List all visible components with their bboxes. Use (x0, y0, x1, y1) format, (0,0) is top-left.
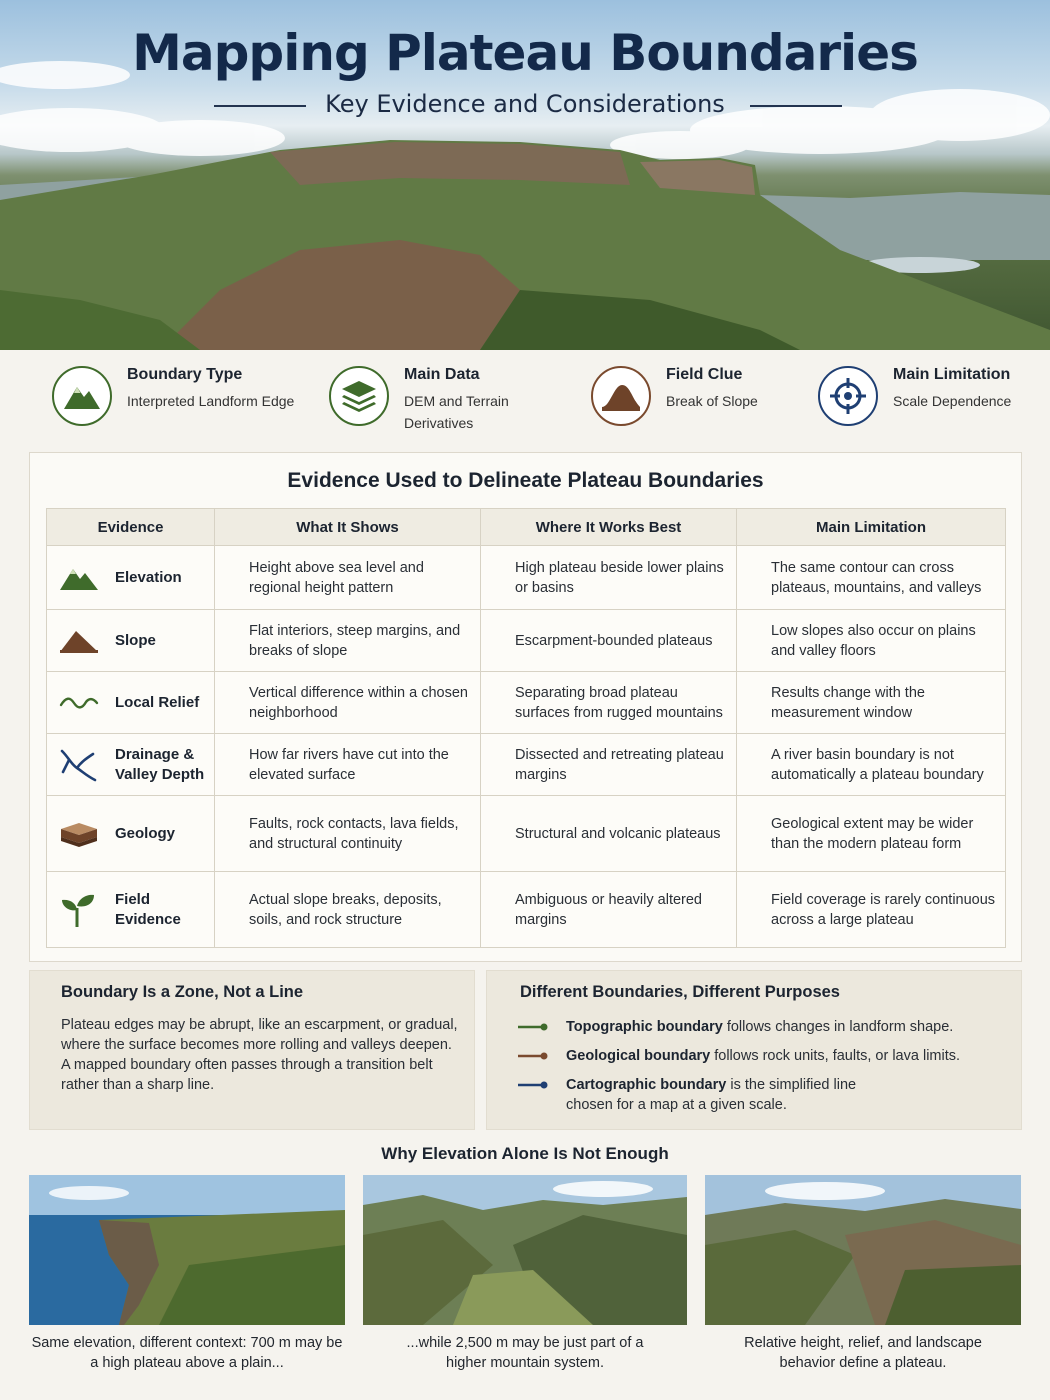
river-icon (59, 748, 103, 782)
summary-strip (0, 362, 1050, 442)
mountain-valley-photo (363, 1175, 687, 1325)
evidence-label: Local Relief (115, 693, 200, 711)
zone-box (29, 970, 475, 1130)
main-limitation-cell: Geological extent may be wider than the modern plateau form (737, 796, 1006, 872)
where-it-works-cell: Ambiguous or heavily altered margins (481, 872, 737, 948)
sprout-icon (59, 893, 103, 927)
what-it-shows-cell: Vertical difference within a chosen neighborhood (215, 672, 481, 734)
purpose-item (566, 1075, 896, 1115)
evidence-cell (47, 546, 215, 610)
evidence-cell (47, 872, 215, 948)
purpose-desc: is the simplified line chosen for a map at a given scale. (566, 1077, 857, 1113)
crosshair-icon (818, 366, 878, 426)
green-line-marker (518, 1023, 548, 1031)
page-subtitle: Key Evidence and Considerations (325, 90, 725, 118)
caption-middle: ...while 2,500 m may be just part of a higher mountain system. (406, 1335, 644, 1371)
purposes-box-title: Different Boundaries, Different Purposes (520, 983, 840, 1001)
purpose-desc: follows rock units, faults, or lava limits. (710, 1048, 961, 1064)
evidence-cell (47, 796, 215, 872)
evidence-table-title: Evidence Used to Delineate Plateau Boundaries (287, 469, 764, 492)
table-row (47, 872, 1006, 948)
summary-value: Break of Slope (666, 393, 758, 409)
what-it-shows-cell: Actual slope breaks, deposits, soils, and rock structure (215, 872, 481, 948)
title-rule-right (750, 105, 842, 107)
summary-value: Scale Dependence (893, 393, 1012, 409)
evidence-label: Geology (115, 824, 176, 842)
column-header: What It Shows (215, 509, 481, 546)
purposes-box (486, 970, 1022, 1130)
slope-icon (591, 366, 651, 426)
table-row (47, 610, 1006, 672)
table-row (47, 734, 1006, 796)
evidence-cell (47, 672, 215, 734)
wave-icon (59, 686, 103, 720)
where-it-works-cell: High plateau beside lower plains or basins (481, 546, 737, 610)
zone-box-title: Boundary Is a Zone, Not a Line (61, 983, 304, 1001)
column-header: Where It Works Best (481, 509, 737, 546)
summary-title: Main Data (404, 366, 480, 383)
evidence-card (29, 452, 1022, 962)
summary-title: Main Limitation (893, 366, 1011, 383)
purpose-item (566, 1017, 1026, 1037)
summary-title: Field Clue (666, 366, 743, 383)
blue-line-marker (518, 1081, 548, 1089)
what-it-shows-cell: Flat interiors, steep margins, and breaks of slope (215, 610, 481, 672)
purpose-desc: follows changes in landform shape. (722, 1019, 954, 1035)
summary-value: Interpreted Landform Edge (127, 393, 295, 409)
table-row (47, 546, 1006, 610)
summary-value: DEM and Terrain Derivatives (404, 393, 509, 431)
relief-landscape-photo (705, 1175, 1021, 1325)
column-header: Main Limitation (737, 509, 1006, 546)
evidence-cell (47, 610, 215, 672)
evidence-label: Slope (115, 631, 156, 649)
mountain-icon (52, 366, 112, 426)
main-limitation-cell: Field coverage is rarely continuous across a large plateau (737, 872, 1006, 948)
slope-icon (59, 624, 103, 658)
where-it-works-cell: Escarpment-bounded plateaus (481, 610, 737, 672)
table-row (47, 672, 1006, 734)
caption-right: Relative height, relief, and landscape behavior define a plateau. (744, 1335, 982, 1371)
evidence-label: Elevation (115, 568, 182, 586)
evidence-label: Field Evidence (115, 890, 181, 928)
evidence-table (46, 508, 1006, 948)
where-it-works-cell: Separating broad plateau surfaces from rugged mountains (481, 672, 737, 734)
purpose-term: Cartographic boundary (566, 1077, 727, 1093)
main-limitation-cell: A river basin boundary is not automatically a plateau boundary (737, 734, 1006, 796)
page-title: Mapping Plateau Boundaries (132, 24, 918, 82)
main-limitation-cell: Low slopes also occur on plains and valley floors (737, 610, 1006, 672)
what-it-shows-cell: How far rivers have cut into the elevated surface (215, 734, 481, 796)
hero-banner (0, 0, 1050, 350)
main-limitation-cell: Results change with the measurement window (737, 672, 1006, 734)
evidence-cell (47, 734, 215, 796)
mountain-icon (59, 561, 103, 595)
column-header: Evidence (47, 509, 215, 546)
table-header-row (47, 509, 1006, 546)
summary-title: Boundary Type (127, 366, 243, 383)
purpose-term: Geological boundary (566, 1048, 711, 1064)
table-row (47, 796, 1006, 872)
main-limitation-cell: The same contour can cross plateaus, mountains, and valleys (737, 546, 1006, 610)
caption-left: Same elevation, different context: 700 m may be a high plateau above a plain... (31, 1335, 343, 1371)
zone-box-body: Plateau edges may be abrupt, like an escarpment, or gradual, where the surface becomes more rolling and valleys deepen. A mapped boundary often passes through a transition belt rather than a sharp line. (61, 1017, 458, 1093)
where-it-works-cell: Dissected and retreating plateau margins (481, 734, 737, 796)
coastal-plateau-photo (29, 1175, 345, 1325)
what-it-shows-cell: Faults, rock contacts, lava fields, and structural continuity (215, 796, 481, 872)
where-it-works-cell: Structural and volcanic plateaus (481, 796, 737, 872)
brown-line-marker (518, 1052, 548, 1060)
purpose-item (566, 1046, 1026, 1066)
what-it-shows-cell: Height above sea level and regional height pattern (215, 546, 481, 610)
evidence-label: Drainage & Valley Depth (115, 745, 205, 783)
comparison-title: Why Elevation Alone Is Not Enough (381, 1144, 669, 1163)
purpose-term: Topographic boundary (566, 1019, 723, 1035)
layers-icon (329, 366, 389, 426)
strata-icon (59, 817, 103, 851)
